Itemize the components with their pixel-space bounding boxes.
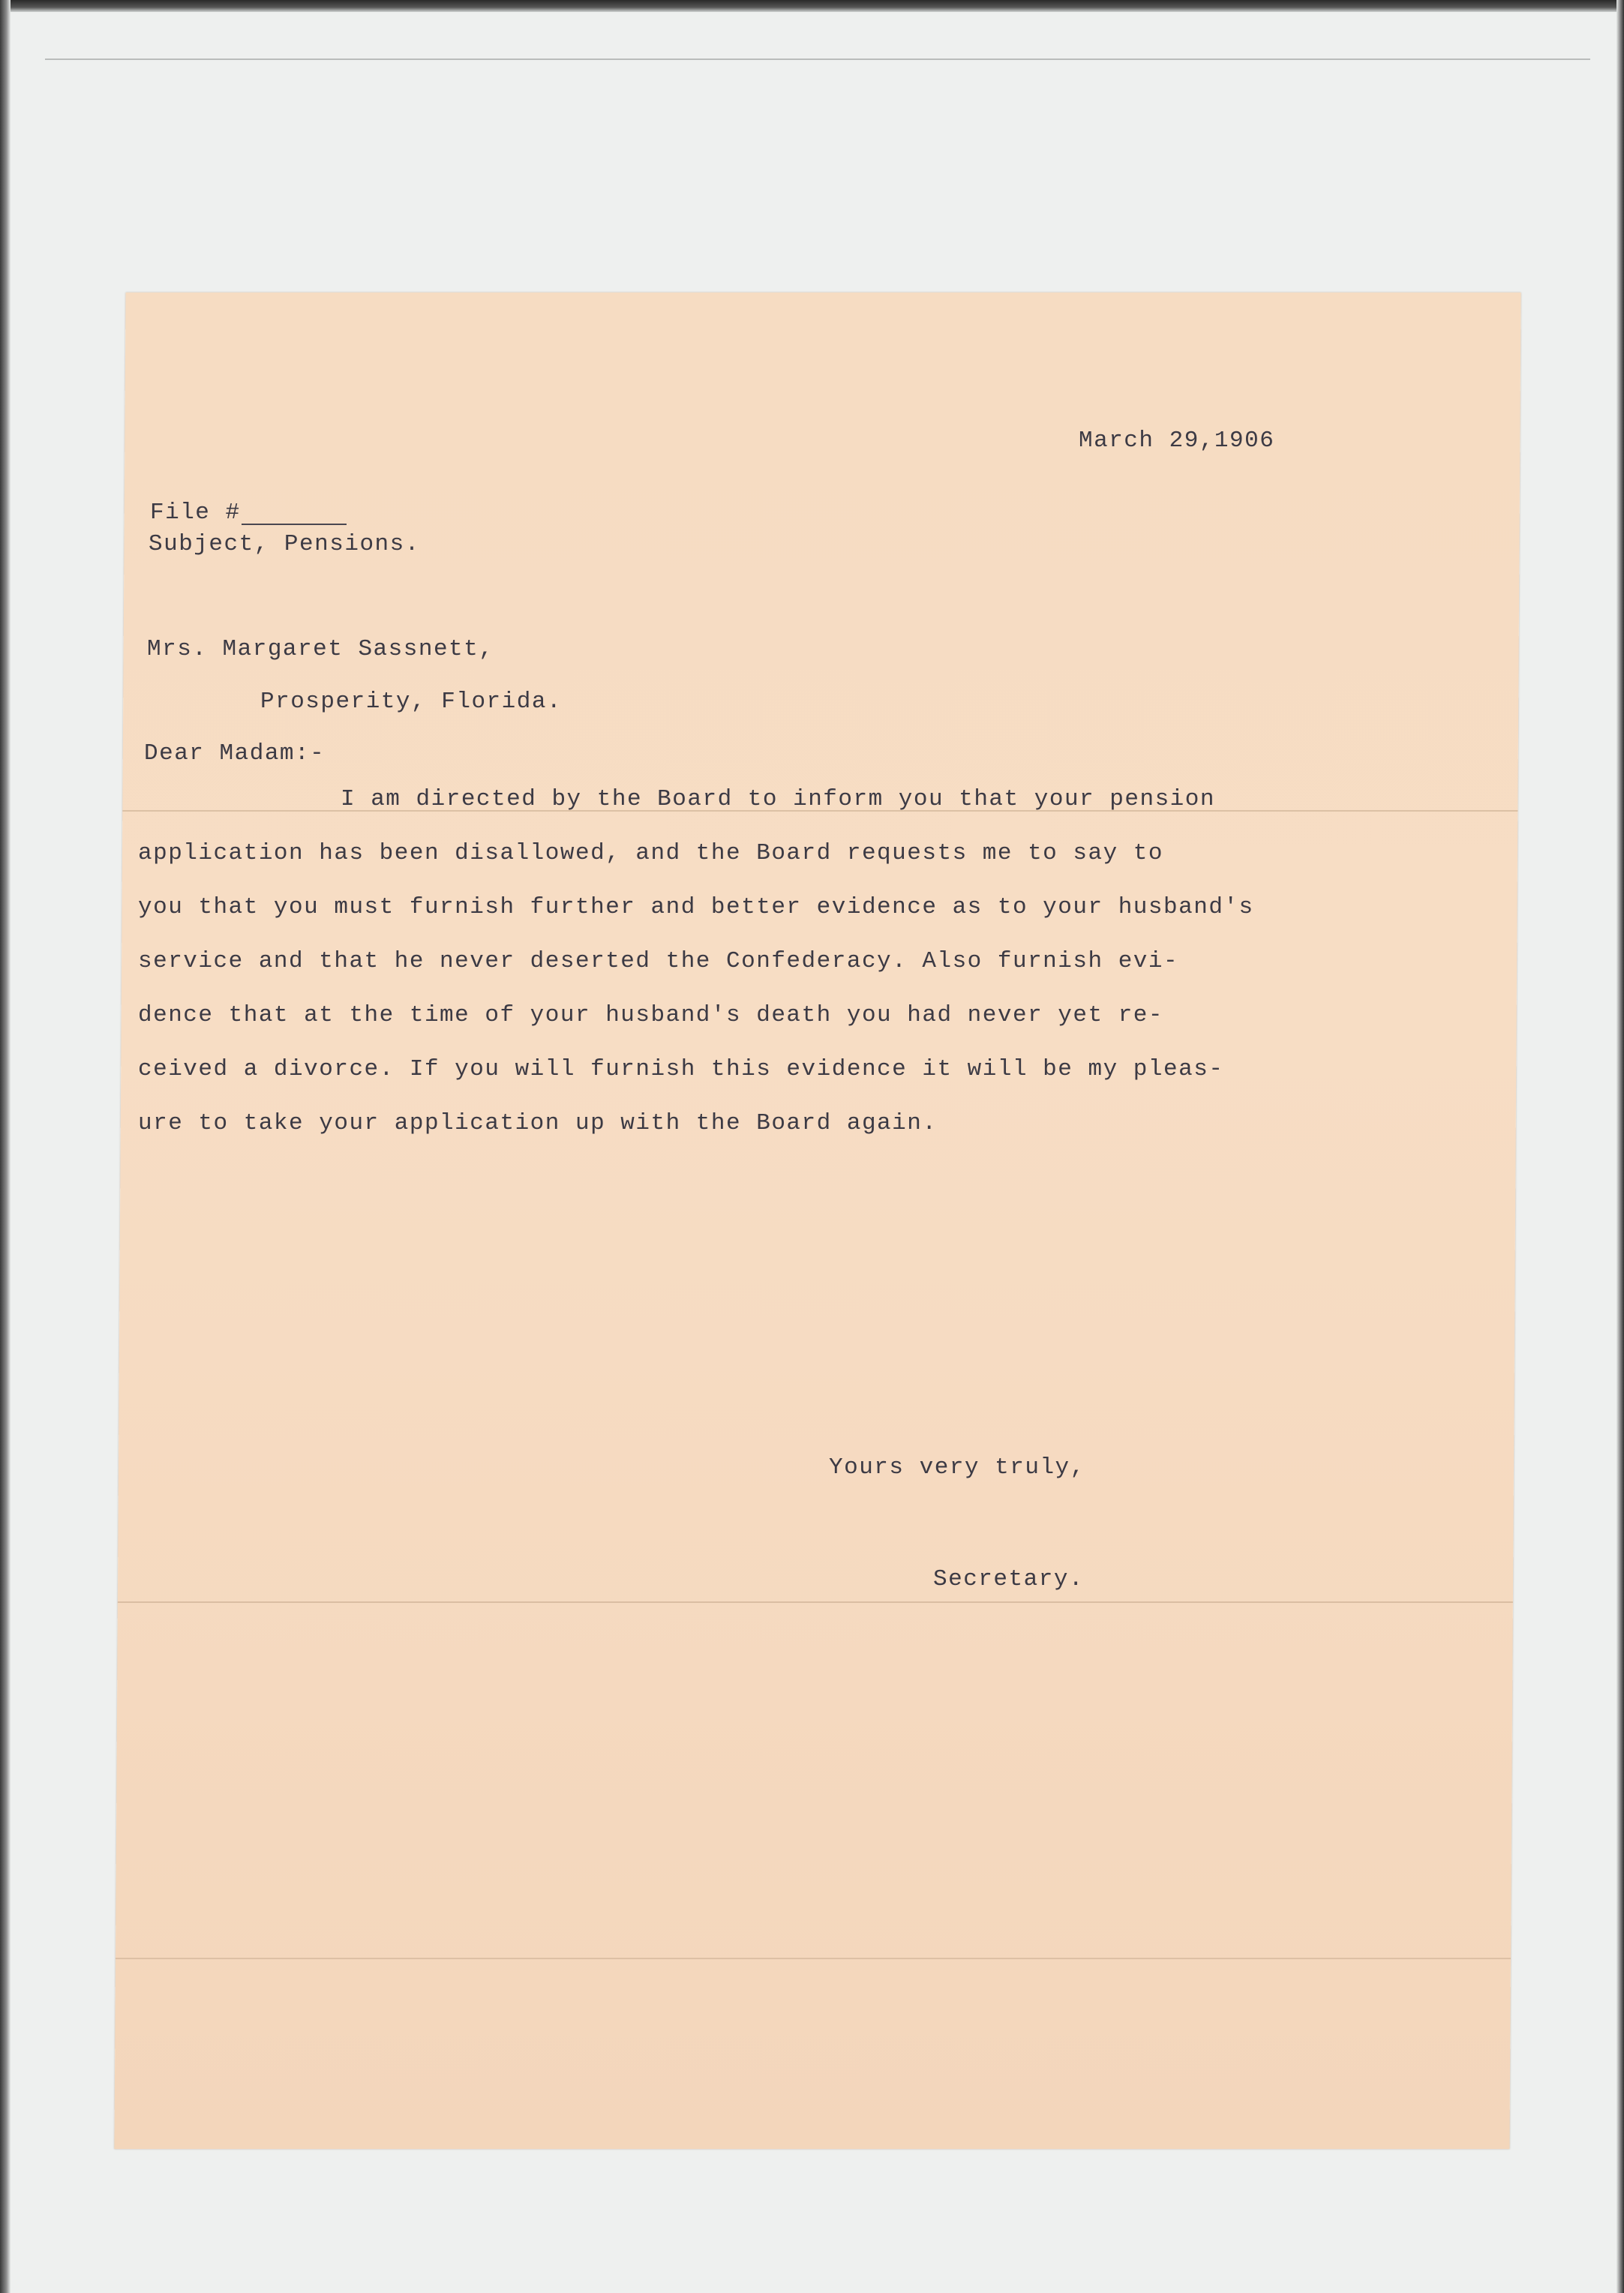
body-line: application has been disallowed, and the Board requests me to say to xyxy=(138,840,1164,866)
body-line: you that you must furnish further and better evidence as to your husband's xyxy=(138,894,1254,920)
scan-border-left xyxy=(0,0,11,2293)
complimentary-closing: Yours very truly, xyxy=(829,1454,1085,1481)
scan-border-top xyxy=(0,0,1624,12)
letter-body xyxy=(138,773,1413,1151)
file-number-blank xyxy=(242,524,347,525)
body-line: ceived a divorce. If you will furnish this evidence it will be my pleas- xyxy=(138,1056,1224,1082)
paper-fold-line xyxy=(116,1958,1511,1959)
letter-date: March 29,1906 xyxy=(1079,428,1275,454)
salutation: Dear Madam:- xyxy=(144,740,326,767)
file-number-label: File # xyxy=(150,500,241,526)
addressee-name: Mrs. Margaret Sassnett, xyxy=(147,636,494,662)
backing-rule xyxy=(45,59,1590,60)
body-line: ure to take your application up with the Board again. xyxy=(138,1110,938,1136)
letter-page xyxy=(114,293,1520,2149)
scan-border-right xyxy=(1616,0,1624,2293)
body-line: service and that he never deserted the Confederacy. Also furnish evi- xyxy=(138,948,1179,974)
body-line: dence that at the time of your husband's death you had never yet re- xyxy=(138,1002,1164,1028)
signature-title: Secretary. xyxy=(933,1566,1085,1592)
body-line: I am directed by the Board to inform you that your pension xyxy=(341,786,1215,812)
addressee-location: Prosperity, Florida. xyxy=(260,689,563,715)
subject-line: Subject, Pensions. xyxy=(149,531,420,557)
